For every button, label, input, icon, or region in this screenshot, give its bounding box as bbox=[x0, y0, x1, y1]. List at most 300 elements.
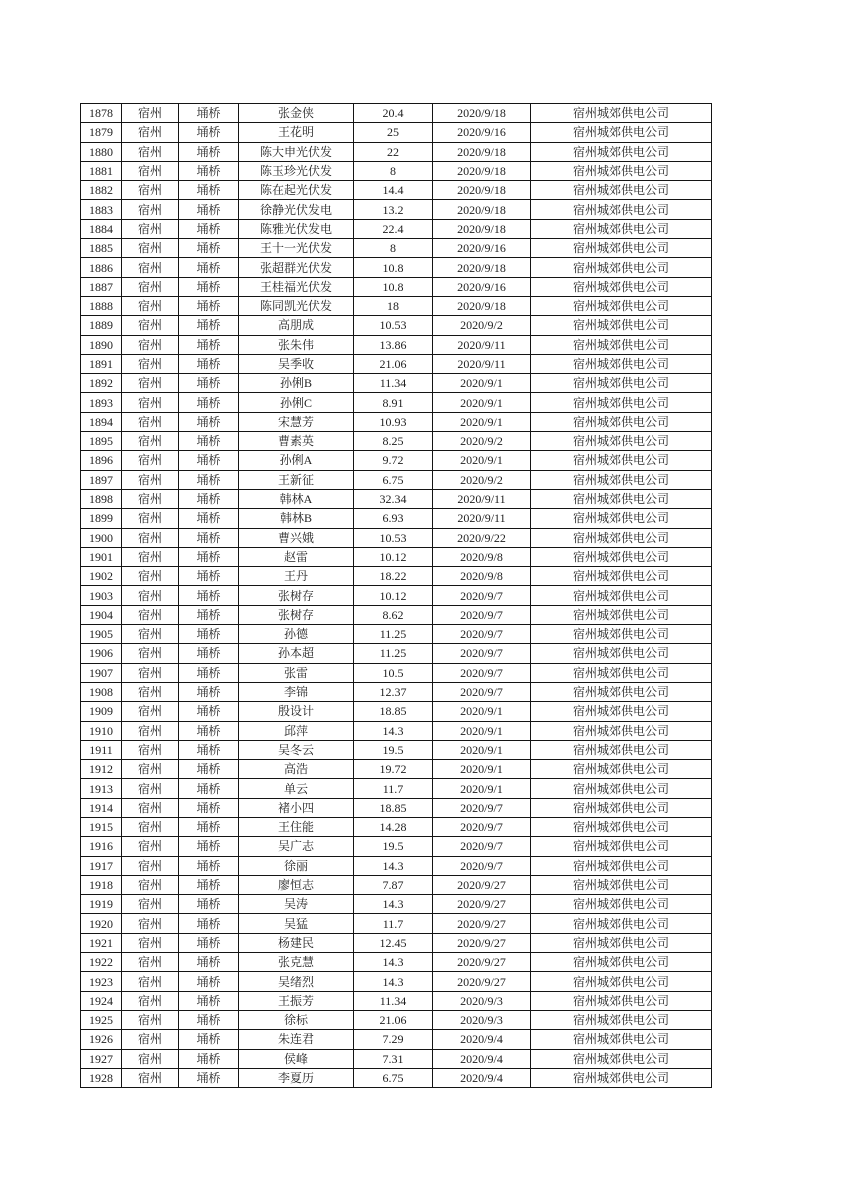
cell-capacity: 22 bbox=[354, 142, 433, 161]
cell-grid-date: 2020/9/1 bbox=[433, 412, 531, 431]
cell-district: 埇桥 bbox=[179, 1049, 239, 1068]
cell-grid-date: 2020/9/8 bbox=[433, 547, 531, 566]
cell-district: 埇桥 bbox=[179, 258, 239, 277]
cell-district: 埇桥 bbox=[179, 374, 239, 393]
cell-owner-name: 吴涛 bbox=[239, 895, 354, 914]
cell-company: 宿州城郊供电公司 bbox=[531, 586, 712, 605]
cell-city: 宿州 bbox=[122, 1010, 179, 1029]
table-row bbox=[81, 721, 712, 740]
cell-capacity: 10.12 bbox=[354, 547, 433, 566]
cell-row-number: 1925 bbox=[81, 1010, 122, 1029]
cell-city: 宿州 bbox=[122, 895, 179, 914]
table-row bbox=[81, 219, 712, 238]
cell-city: 宿州 bbox=[122, 817, 179, 836]
cell-row-number: 1902 bbox=[81, 567, 122, 586]
cell-grid-date: 2020/9/4 bbox=[433, 1030, 531, 1049]
cell-capacity: 8.25 bbox=[354, 432, 433, 451]
cell-grid-date: 2020/9/7 bbox=[433, 644, 531, 663]
cell-grid-date: 2020/9/18 bbox=[433, 142, 531, 161]
cell-owner-name: 高朋成 bbox=[239, 316, 354, 335]
cell-owner-name: 朱连君 bbox=[239, 1030, 354, 1049]
table-row bbox=[81, 644, 712, 663]
cell-grid-date: 2020/9/7 bbox=[433, 586, 531, 605]
cell-capacity: 8.62 bbox=[354, 605, 433, 624]
cell-capacity: 10.8 bbox=[354, 277, 433, 296]
cell-district: 埇桥 bbox=[179, 335, 239, 354]
cell-owner-name: 王住能 bbox=[239, 817, 354, 836]
cell-row-number: 1889 bbox=[81, 316, 122, 335]
cell-capacity: 11.7 bbox=[354, 914, 433, 933]
cell-company: 宿州城郊供电公司 bbox=[531, 702, 712, 721]
cell-grid-date: 2020/9/7 bbox=[433, 663, 531, 682]
cell-capacity: 13.2 bbox=[354, 200, 433, 219]
cell-company: 宿州城郊供电公司 bbox=[531, 142, 712, 161]
table-row bbox=[81, 586, 712, 605]
cell-city: 宿州 bbox=[122, 104, 179, 123]
cell-owner-name: 张金侠 bbox=[239, 104, 354, 123]
cell-grid-date: 2020/9/27 bbox=[433, 933, 531, 952]
table-row bbox=[81, 779, 712, 798]
cell-grid-date: 2020/9/11 bbox=[433, 354, 531, 373]
cell-owner-name: 孙俐A bbox=[239, 451, 354, 470]
cell-company: 宿州城郊供电公司 bbox=[531, 625, 712, 644]
cell-row-number: 1920 bbox=[81, 914, 122, 933]
cell-city: 宿州 bbox=[122, 972, 179, 991]
cell-district: 埇桥 bbox=[179, 509, 239, 528]
cell-city: 宿州 bbox=[122, 991, 179, 1010]
cell-city: 宿州 bbox=[122, 432, 179, 451]
cell-company: 宿州城郊供电公司 bbox=[531, 374, 712, 393]
cell-row-number: 1888 bbox=[81, 296, 122, 315]
cell-row-number: 1879 bbox=[81, 123, 122, 142]
cell-city: 宿州 bbox=[122, 702, 179, 721]
table-row bbox=[81, 567, 712, 586]
cell-grid-date: 2020/9/18 bbox=[433, 296, 531, 315]
cell-district: 埇桥 bbox=[179, 1010, 239, 1029]
cell-row-number: 1890 bbox=[81, 335, 122, 354]
table-row bbox=[81, 547, 712, 566]
cell-owner-name: 王新征 bbox=[239, 470, 354, 489]
cell-capacity: 14.3 bbox=[354, 895, 433, 914]
cell-grid-date: 2020/9/18 bbox=[433, 219, 531, 238]
cell-owner-name: 徐静光伏发电 bbox=[239, 200, 354, 219]
cell-grid-date: 2020/9/11 bbox=[433, 335, 531, 354]
cell-capacity: 14.3 bbox=[354, 953, 433, 972]
cell-row-number: 1921 bbox=[81, 933, 122, 952]
cell-grid-date: 2020/9/1 bbox=[433, 451, 531, 470]
cell-row-number: 1885 bbox=[81, 239, 122, 258]
cell-grid-date: 2020/9/2 bbox=[433, 316, 531, 335]
cell-row-number: 1911 bbox=[81, 740, 122, 759]
cell-district: 埇桥 bbox=[179, 991, 239, 1010]
cell-district: 埇桥 bbox=[179, 856, 239, 875]
cell-city: 宿州 bbox=[122, 721, 179, 740]
cell-capacity: 18.85 bbox=[354, 798, 433, 817]
cell-district: 埇桥 bbox=[179, 605, 239, 624]
cell-owner-name: 徐标 bbox=[239, 1010, 354, 1029]
cell-grid-date: 2020/9/1 bbox=[433, 702, 531, 721]
cell-district: 埇桥 bbox=[179, 432, 239, 451]
cell-city: 宿州 bbox=[122, 123, 179, 142]
cell-district: 埇桥 bbox=[179, 760, 239, 779]
cell-owner-name: 侯峰 bbox=[239, 1049, 354, 1068]
cell-company: 宿州城郊供电公司 bbox=[531, 991, 712, 1010]
cell-owner-name: 孙俐C bbox=[239, 393, 354, 412]
cell-city: 宿州 bbox=[122, 528, 179, 547]
cell-owner-name: 李夏历 bbox=[239, 1068, 354, 1087]
cell-grid-date: 2020/9/11 bbox=[433, 489, 531, 508]
cell-district: 埇桥 bbox=[179, 663, 239, 682]
table-row bbox=[81, 837, 712, 856]
cell-owner-name: 曹兴娥 bbox=[239, 528, 354, 547]
cell-company: 宿州城郊供电公司 bbox=[531, 451, 712, 470]
cell-company: 宿州城郊供电公司 bbox=[531, 104, 712, 123]
cell-city: 宿州 bbox=[122, 779, 179, 798]
cell-company: 宿州城郊供电公司 bbox=[531, 393, 712, 412]
cell-district: 埇桥 bbox=[179, 914, 239, 933]
table-row bbox=[81, 625, 712, 644]
cell-district: 埇桥 bbox=[179, 798, 239, 817]
cell-owner-name: 孙本超 bbox=[239, 644, 354, 663]
cell-capacity: 10.53 bbox=[354, 528, 433, 547]
table-row bbox=[81, 123, 712, 142]
cell-row-number: 1905 bbox=[81, 625, 122, 644]
cell-capacity: 14.28 bbox=[354, 817, 433, 836]
cell-grid-date: 2020/9/18 bbox=[433, 181, 531, 200]
cell-capacity: 6.93 bbox=[354, 509, 433, 528]
cell-capacity: 7.29 bbox=[354, 1030, 433, 1049]
cell-row-number: 1924 bbox=[81, 991, 122, 1010]
cell-district: 埇桥 bbox=[179, 1030, 239, 1049]
table-row bbox=[81, 412, 712, 431]
cell-district: 埇桥 bbox=[179, 316, 239, 335]
cell-company: 宿州城郊供电公司 bbox=[531, 798, 712, 817]
cell-owner-name: 赵雷 bbox=[239, 547, 354, 566]
cell-district: 埇桥 bbox=[179, 547, 239, 566]
cell-owner-name: 张朱伟 bbox=[239, 335, 354, 354]
cell-owner-name: 王振芳 bbox=[239, 991, 354, 1010]
cell-capacity: 10.93 bbox=[354, 412, 433, 431]
cell-district: 埇桥 bbox=[179, 702, 239, 721]
cell-city: 宿州 bbox=[122, 798, 179, 817]
cell-grid-date: 2020/9/1 bbox=[433, 779, 531, 798]
cell-company: 宿州城郊供电公司 bbox=[531, 547, 712, 566]
cell-grid-date: 2020/9/4 bbox=[433, 1068, 531, 1087]
cell-company: 宿州城郊供电公司 bbox=[531, 528, 712, 547]
cell-owner-name: 吴季收 bbox=[239, 354, 354, 373]
cell-company: 宿州城郊供电公司 bbox=[531, 335, 712, 354]
cell-capacity: 14.4 bbox=[354, 181, 433, 200]
cell-company: 宿州城郊供电公司 bbox=[531, 605, 712, 624]
cell-row-number: 1915 bbox=[81, 817, 122, 836]
cell-company: 宿州城郊供电公司 bbox=[531, 1068, 712, 1087]
cell-owner-name: 陈在起光伏发 bbox=[239, 181, 354, 200]
cell-city: 宿州 bbox=[122, 393, 179, 412]
cell-city: 宿州 bbox=[122, 219, 179, 238]
table-row bbox=[81, 528, 712, 547]
cell-grid-date: 2020/9/18 bbox=[433, 161, 531, 180]
cell-row-number: 1903 bbox=[81, 586, 122, 605]
cell-district: 埇桥 bbox=[179, 412, 239, 431]
cell-city: 宿州 bbox=[122, 953, 179, 972]
cell-row-number: 1880 bbox=[81, 142, 122, 161]
cell-grid-date: 2020/9/1 bbox=[433, 760, 531, 779]
cell-capacity: 22.4 bbox=[354, 219, 433, 238]
table-row bbox=[81, 1030, 712, 1049]
cell-capacity: 21.06 bbox=[354, 1010, 433, 1029]
table-row bbox=[81, 1010, 712, 1029]
cell-row-number: 1886 bbox=[81, 258, 122, 277]
cell-capacity: 7.87 bbox=[354, 875, 433, 894]
cell-city: 宿州 bbox=[122, 161, 179, 180]
cell-city: 宿州 bbox=[122, 605, 179, 624]
cell-capacity: 14.3 bbox=[354, 972, 433, 991]
cell-company: 宿州城郊供电公司 bbox=[531, 644, 712, 663]
cell-row-number: 1899 bbox=[81, 509, 122, 528]
cell-capacity: 8 bbox=[354, 161, 433, 180]
cell-capacity: 10.12 bbox=[354, 586, 433, 605]
cell-company: 宿州城郊供电公司 bbox=[531, 432, 712, 451]
cell-grid-date: 2020/9/16 bbox=[433, 239, 531, 258]
cell-grid-date: 2020/9/7 bbox=[433, 856, 531, 875]
cell-owner-name: 徐丽 bbox=[239, 856, 354, 875]
cell-grid-date: 2020/9/22 bbox=[433, 528, 531, 547]
cell-owner-name: 殷设计 bbox=[239, 702, 354, 721]
cell-company: 宿州城郊供电公司 bbox=[531, 296, 712, 315]
table-row bbox=[81, 798, 712, 817]
cell-owner-name: 韩林B bbox=[239, 509, 354, 528]
cell-district: 埇桥 bbox=[179, 895, 239, 914]
cell-owner-name: 单云 bbox=[239, 779, 354, 798]
cell-owner-name: 张超群光伏发 bbox=[239, 258, 354, 277]
cell-company: 宿州城郊供电公司 bbox=[531, 837, 712, 856]
cell-company: 宿州城郊供电公司 bbox=[531, 875, 712, 894]
cell-district: 埇桥 bbox=[179, 644, 239, 663]
table-row bbox=[81, 104, 712, 123]
cell-city: 宿州 bbox=[122, 760, 179, 779]
cell-owner-name: 韩林A bbox=[239, 489, 354, 508]
cell-capacity: 18.22 bbox=[354, 567, 433, 586]
table-row bbox=[81, 682, 712, 701]
cell-grid-date: 2020/9/7 bbox=[433, 605, 531, 624]
cell-city: 宿州 bbox=[122, 625, 179, 644]
cell-owner-name: 王十一光伏发 bbox=[239, 239, 354, 258]
cell-district: 埇桥 bbox=[179, 142, 239, 161]
cell-company: 宿州城郊供电公司 bbox=[531, 470, 712, 489]
cell-company: 宿州城郊供电公司 bbox=[531, 914, 712, 933]
cell-owner-name: 李锦 bbox=[239, 682, 354, 701]
cell-district: 埇桥 bbox=[179, 296, 239, 315]
cell-district: 埇桥 bbox=[179, 470, 239, 489]
cell-grid-date: 2020/9/27 bbox=[433, 972, 531, 991]
cell-row-number: 1881 bbox=[81, 161, 122, 180]
table-row bbox=[81, 817, 712, 836]
cell-capacity: 12.37 bbox=[354, 682, 433, 701]
cell-district: 埇桥 bbox=[179, 161, 239, 180]
cell-grid-date: 2020/9/7 bbox=[433, 798, 531, 817]
cell-city: 宿州 bbox=[122, 1068, 179, 1087]
cell-company: 宿州城郊供电公司 bbox=[531, 1010, 712, 1029]
cell-row-number: 1912 bbox=[81, 760, 122, 779]
cell-city: 宿州 bbox=[122, 412, 179, 431]
table-row bbox=[81, 316, 712, 335]
cell-company: 宿州城郊供电公司 bbox=[531, 181, 712, 200]
records-table bbox=[80, 103, 712, 1088]
cell-grid-date: 2020/9/27 bbox=[433, 875, 531, 894]
cell-district: 埇桥 bbox=[179, 721, 239, 740]
cell-row-number: 1928 bbox=[81, 1068, 122, 1087]
cell-row-number: 1894 bbox=[81, 412, 122, 431]
cell-capacity: 25 bbox=[354, 123, 433, 142]
cell-row-number: 1919 bbox=[81, 895, 122, 914]
cell-company: 宿州城郊供电公司 bbox=[531, 412, 712, 431]
cell-company: 宿州城郊供电公司 bbox=[531, 200, 712, 219]
cell-city: 宿州 bbox=[122, 682, 179, 701]
cell-grid-date: 2020/9/18 bbox=[433, 200, 531, 219]
cell-capacity: 20.4 bbox=[354, 104, 433, 123]
cell-company: 宿州城郊供电公司 bbox=[531, 258, 712, 277]
cell-city: 宿州 bbox=[122, 296, 179, 315]
table-row bbox=[81, 258, 712, 277]
cell-grid-date: 2020/9/2 bbox=[433, 432, 531, 451]
cell-grid-date: 2020/9/4 bbox=[433, 1049, 531, 1068]
cell-owner-name: 吴冬云 bbox=[239, 740, 354, 759]
cell-company: 宿州城郊供电公司 bbox=[531, 682, 712, 701]
table-row bbox=[81, 161, 712, 180]
cell-district: 埇桥 bbox=[179, 239, 239, 258]
cell-grid-date: 2020/9/16 bbox=[433, 123, 531, 142]
cell-company: 宿州城郊供电公司 bbox=[531, 123, 712, 142]
cell-capacity: 21.06 bbox=[354, 354, 433, 373]
cell-row-number: 1916 bbox=[81, 837, 122, 856]
cell-row-number: 1922 bbox=[81, 953, 122, 972]
cell-capacity: 11.25 bbox=[354, 625, 433, 644]
cell-row-number: 1901 bbox=[81, 547, 122, 566]
cell-city: 宿州 bbox=[122, 277, 179, 296]
cell-city: 宿州 bbox=[122, 740, 179, 759]
cell-company: 宿州城郊供电公司 bbox=[531, 972, 712, 991]
cell-owner-name: 吴广志 bbox=[239, 837, 354, 856]
table-row bbox=[81, 953, 712, 972]
cell-capacity: 10.53 bbox=[354, 316, 433, 335]
cell-owner-name: 张雷 bbox=[239, 663, 354, 682]
cell-row-number: 1900 bbox=[81, 528, 122, 547]
table-row bbox=[81, 181, 712, 200]
cell-capacity: 6.75 bbox=[354, 470, 433, 489]
cell-capacity: 10.8 bbox=[354, 258, 433, 277]
cell-owner-name: 曹素英 bbox=[239, 432, 354, 451]
cell-grid-date: 2020/9/7 bbox=[433, 817, 531, 836]
cell-district: 埇桥 bbox=[179, 817, 239, 836]
cell-district: 埇桥 bbox=[179, 277, 239, 296]
cell-capacity: 7.31 bbox=[354, 1049, 433, 1068]
cell-row-number: 1896 bbox=[81, 451, 122, 470]
cell-company: 宿州城郊供电公司 bbox=[531, 489, 712, 508]
cell-row-number: 1926 bbox=[81, 1030, 122, 1049]
cell-city: 宿州 bbox=[122, 933, 179, 952]
table-row bbox=[81, 451, 712, 470]
cell-city: 宿州 bbox=[122, 374, 179, 393]
cell-city: 宿州 bbox=[122, 181, 179, 200]
table-row bbox=[81, 1049, 712, 1068]
cell-row-number: 1887 bbox=[81, 277, 122, 296]
cell-district: 埇桥 bbox=[179, 567, 239, 586]
cell-city: 宿州 bbox=[122, 200, 179, 219]
cell-district: 埇桥 bbox=[179, 354, 239, 373]
cell-district: 埇桥 bbox=[179, 875, 239, 894]
table-row bbox=[81, 991, 712, 1010]
cell-grid-date: 2020/9/7 bbox=[433, 837, 531, 856]
cell-city: 宿州 bbox=[122, 663, 179, 682]
cell-owner-name: 孙德 bbox=[239, 625, 354, 644]
cell-city: 宿州 bbox=[122, 1030, 179, 1049]
cell-row-number: 1882 bbox=[81, 181, 122, 200]
cell-district: 埇桥 bbox=[179, 953, 239, 972]
cell-company: 宿州城郊供电公司 bbox=[531, 239, 712, 258]
cell-grid-date: 2020/9/7 bbox=[433, 682, 531, 701]
cell-owner-name: 陈雅光伏发电 bbox=[239, 219, 354, 238]
table-row bbox=[81, 972, 712, 991]
table-row bbox=[81, 509, 712, 528]
cell-company: 宿州城郊供电公司 bbox=[531, 760, 712, 779]
cell-capacity: 14.3 bbox=[354, 856, 433, 875]
cell-district: 埇桥 bbox=[179, 779, 239, 798]
cell-city: 宿州 bbox=[122, 316, 179, 335]
cell-grid-date: 2020/9/27 bbox=[433, 953, 531, 972]
cell-capacity: 11.34 bbox=[354, 374, 433, 393]
table-row bbox=[81, 856, 712, 875]
cell-owner-name: 王桂福光伏发 bbox=[239, 277, 354, 296]
cell-district: 埇桥 bbox=[179, 682, 239, 701]
cell-company: 宿州城郊供电公司 bbox=[531, 509, 712, 528]
cell-city: 宿州 bbox=[122, 142, 179, 161]
cell-capacity: 19.5 bbox=[354, 837, 433, 856]
cell-row-number: 1897 bbox=[81, 470, 122, 489]
cell-city: 宿州 bbox=[122, 856, 179, 875]
cell-city: 宿州 bbox=[122, 1049, 179, 1068]
cell-capacity: 18 bbox=[354, 296, 433, 315]
table-row bbox=[81, 296, 712, 315]
cell-city: 宿州 bbox=[122, 239, 179, 258]
cell-row-number: 1918 bbox=[81, 875, 122, 894]
cell-owner-name: 廖恒志 bbox=[239, 875, 354, 894]
cell-district: 埇桥 bbox=[179, 740, 239, 759]
table-row bbox=[81, 489, 712, 508]
cell-grid-date: 2020/9/1 bbox=[433, 393, 531, 412]
cell-city: 宿州 bbox=[122, 875, 179, 894]
cell-capacity: 10.5 bbox=[354, 663, 433, 682]
cell-capacity: 32.34 bbox=[354, 489, 433, 508]
cell-owner-name: 陈大申光伏发 bbox=[239, 142, 354, 161]
cell-owner-name: 张树存 bbox=[239, 605, 354, 624]
cell-capacity: 8 bbox=[354, 239, 433, 258]
cell-row-number: 1923 bbox=[81, 972, 122, 991]
cell-company: 宿州城郊供电公司 bbox=[531, 953, 712, 972]
cell-city: 宿州 bbox=[122, 509, 179, 528]
table-row bbox=[81, 933, 712, 952]
cell-row-number: 1878 bbox=[81, 104, 122, 123]
cell-city: 宿州 bbox=[122, 354, 179, 373]
cell-owner-name: 陈玉珍光伏发 bbox=[239, 161, 354, 180]
cell-capacity: 19.72 bbox=[354, 760, 433, 779]
cell-capacity: 18.85 bbox=[354, 702, 433, 721]
cell-city: 宿州 bbox=[122, 335, 179, 354]
table-row bbox=[81, 760, 712, 779]
cell-row-number: 1917 bbox=[81, 856, 122, 875]
cell-owner-name: 褚小四 bbox=[239, 798, 354, 817]
cell-city: 宿州 bbox=[122, 489, 179, 508]
cell-company: 宿州城郊供电公司 bbox=[531, 856, 712, 875]
